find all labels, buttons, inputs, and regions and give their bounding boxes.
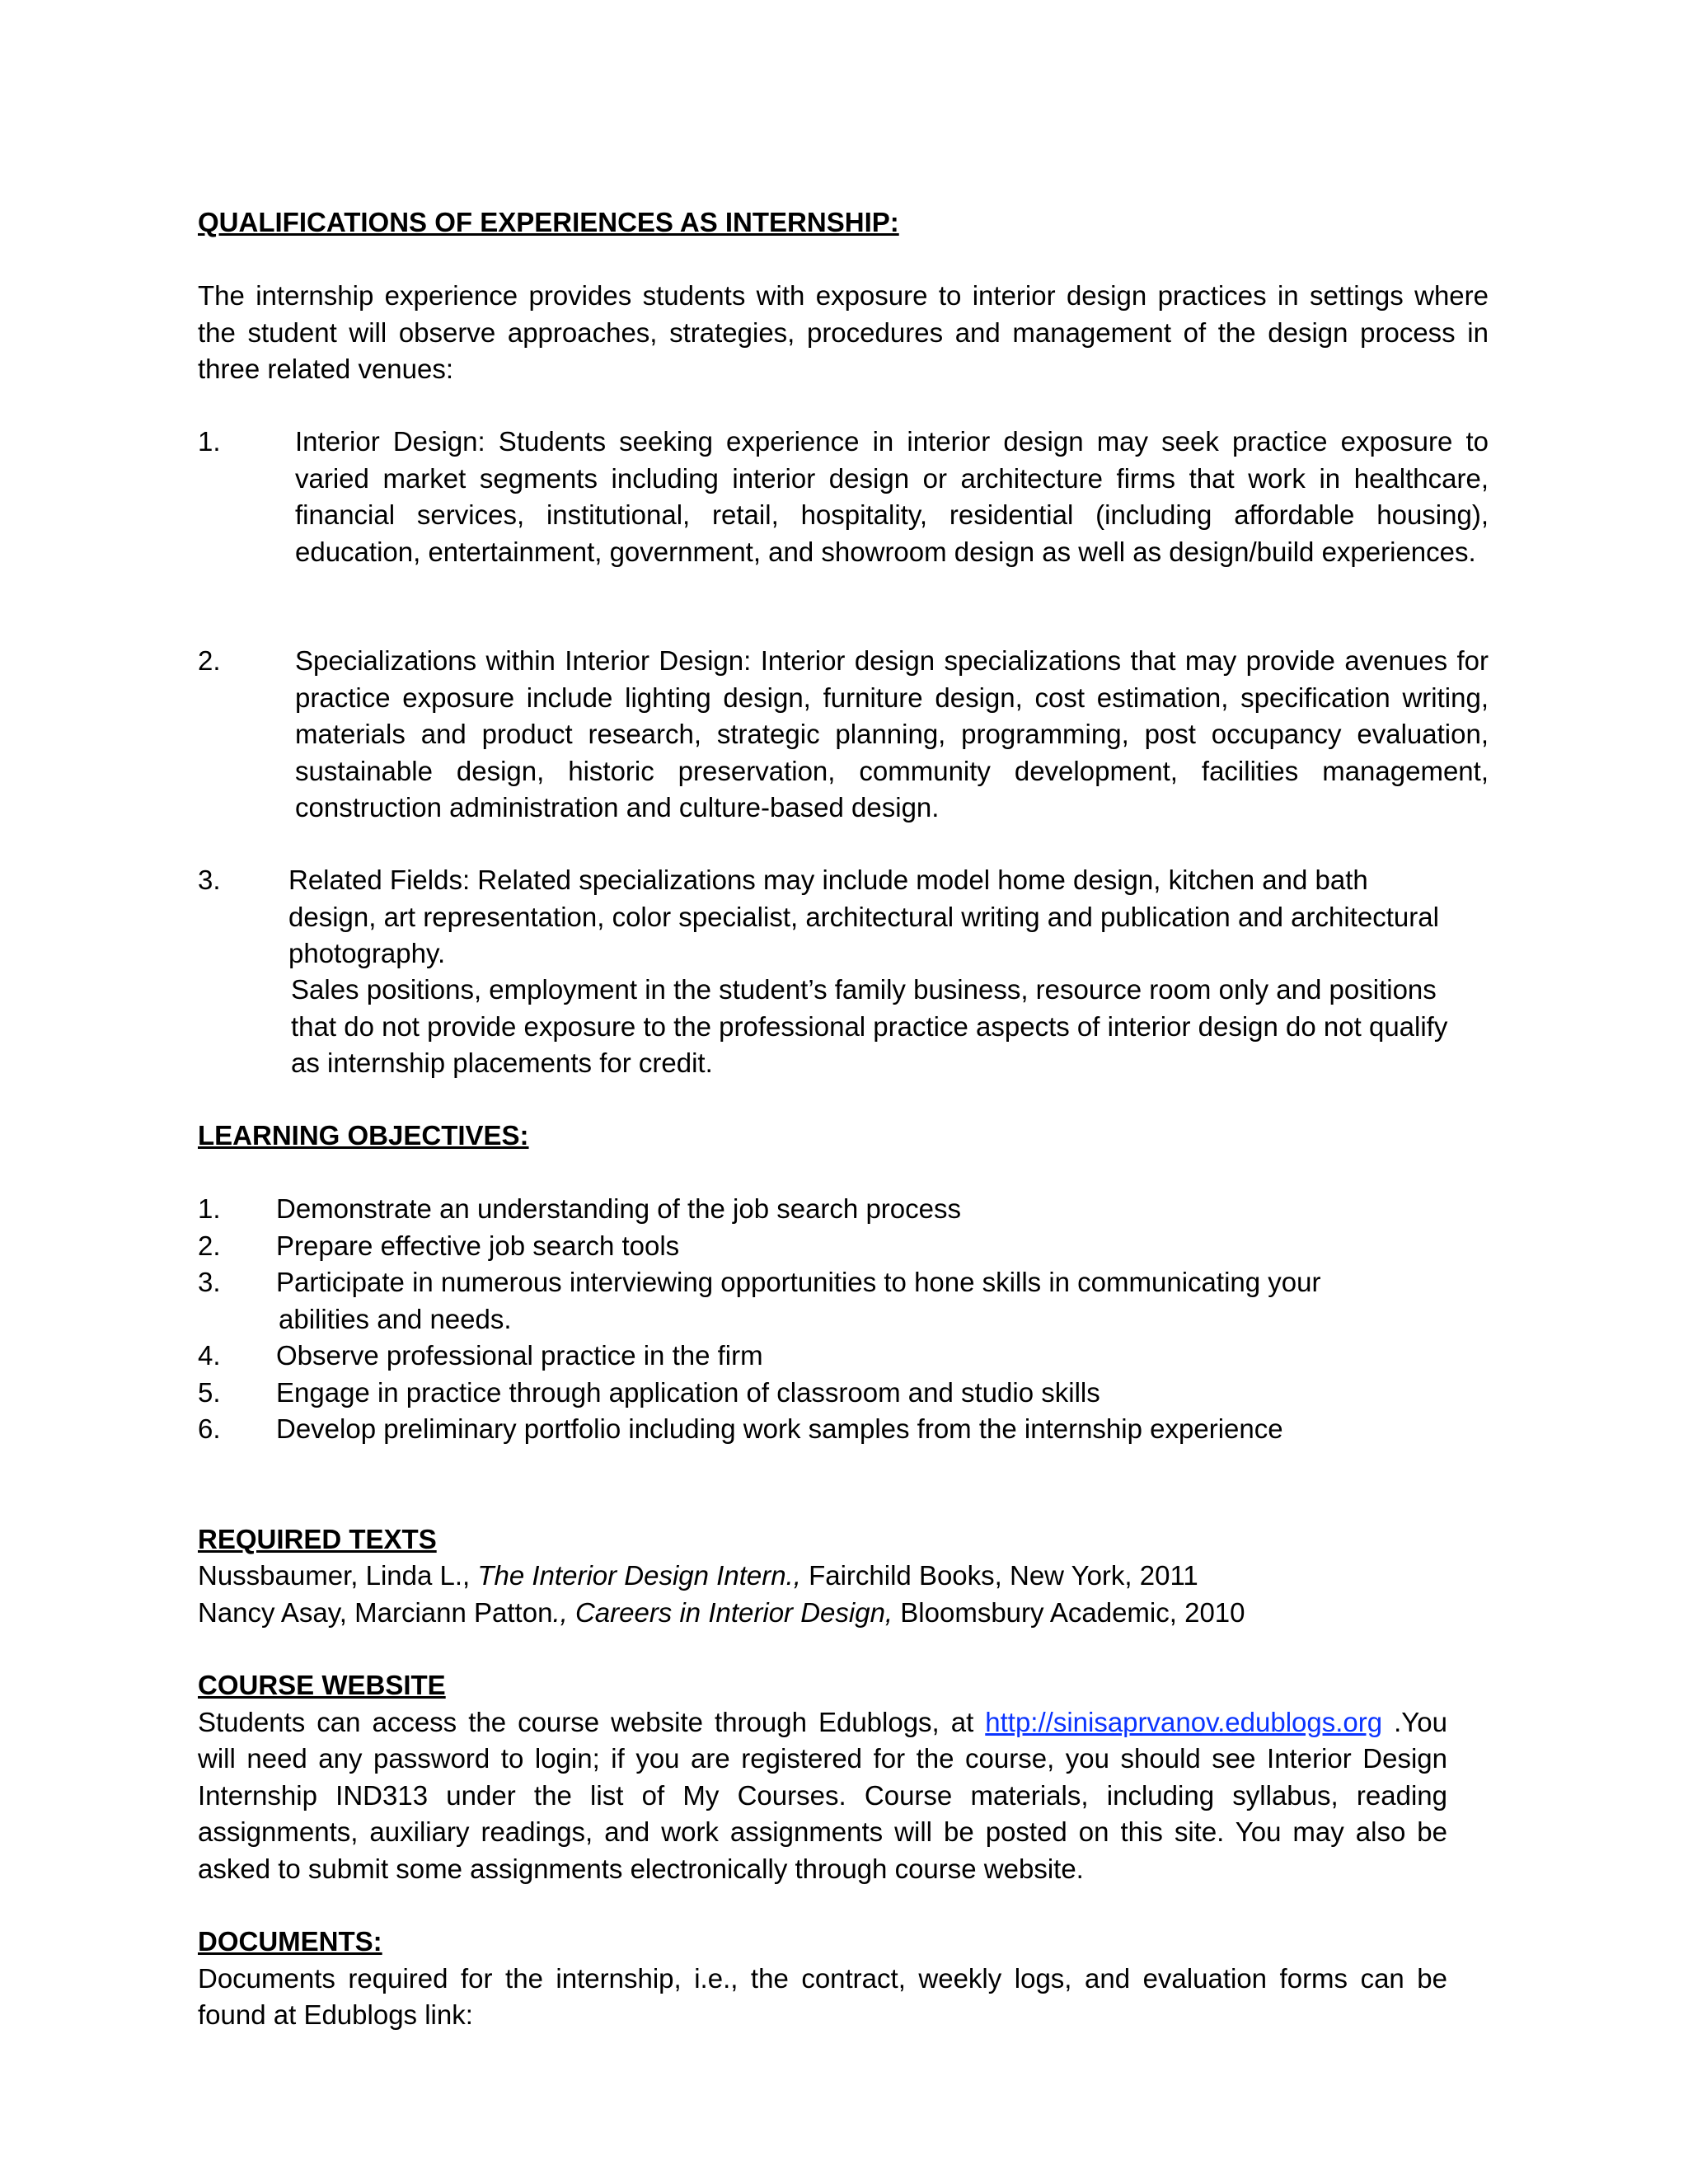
- course-website-link[interactable]: http://sinisaprvanov.edublogs.org: [985, 1706, 1383, 1737]
- objective-text: Engage in practice through application of classroom and studio skills: [276, 1376, 1100, 1408]
- item-text: Interior Design: Students seeking experience in interior design may seek practice exposure to varied market segments including interior design or architecture firms that work in healthcare, financial services, institutional, retail, hospitality, residential (including affordable housing), education, entertainment, government, and showroom design as well as design/build experiences.: [295, 426, 1489, 567]
- learning-objectives-list: [198, 1191, 1489, 1455]
- book-title: The Interior Design Intern.,: [477, 1560, 801, 1591]
- book-author: Nancy Asay, Marciann Patton: [198, 1596, 553, 1628]
- course-website-heading: COURSE WEBSITE: [198, 1670, 446, 1700]
- item-text: Specializations within Interior Design: Interior design specializations that may provide avenues for practice exposure include lighting design, furniture design, cost estimation, specification writing, materials and product research, strategic planning, programming, post occupancy evaluation, sustainable design, historic preservation, community development, facilities management, construction administration and culture-based design.: [295, 645, 1489, 823]
- document-page: [198, 0, 1489, 2184]
- objective-number: 2.: [198, 1230, 221, 1261]
- item-number: 2.: [198, 645, 221, 676]
- required-text-1: [198, 1558, 1198, 1595]
- qualifications-heading: QUALIFICATIONS OF EXPERIENCES AS INTERNSHIP:: [198, 207, 899, 237]
- book-title: ., Careers in Interior Design,: [552, 1596, 893, 1628]
- objective-text-continued: abilities and needs.: [279, 1303, 512, 1334]
- objective-text: Develop preliminary portfolio including work samples from the internship experience: [276, 1413, 1283, 1444]
- item-text: Related Fields: Related specializations may include model home design, kitchen and bath design, art representation, color specialist, architectural writing and publication and architectural photography.: [288, 865, 1439, 968]
- objective-text: Observe professional practice in the firm: [276, 1340, 763, 1371]
- documents-paragraph: Documents required for the internship, i.e., the contract, weekly logs, and evaluation forms can be found at Edublogs link:: [198, 1962, 1447, 2030]
- objective-text: Demonstrate an understanding of the job search process: [276, 1193, 961, 1224]
- course-website-paragraph: [198, 1704, 1447, 1888]
- objective-text: Prepare effective job search tools: [276, 1230, 680, 1261]
- website-text-before: Students can access the course website through Edublogs, at: [198, 1706, 986, 1737]
- website-text-after: .You will need any password to login; if you are registered for the course, you should see Interior Design Internship IND313 under the list of My Courses. Course materials, including syllabus, reading assignments, auxiliary readings, and work assignments will be posted on this site. You may also be asked to submit some assignments electronically through course website.: [198, 1706, 1447, 1884]
- item-number: 1.: [198, 426, 221, 457]
- documents-heading: DOCUMENTS:: [198, 1926, 382, 1957]
- learning-objectives-heading: LEARNING OBJECTIVES:: [198, 1120, 529, 1151]
- objective-number: 1.: [198, 1193, 221, 1224]
- objective-text: Participate in numerous interviewing opportunities to hone skills in communicating your: [276, 1267, 1321, 1297]
- book-author: Nussbaumer, Linda L.,: [198, 1560, 478, 1591]
- item-note: Sales positions, employment in the student’s family business, resource room only and positions that do not provide exposure to the professional practice aspects of interior design do not qualify as internship placements for credit.: [291, 974, 1448, 1078]
- required-texts-heading: REQUIRED TEXTS: [198, 1524, 437, 1554]
- objective-number: 4.: [198, 1340, 221, 1371]
- objective-number: 3.: [198, 1267, 221, 1297]
- book-publisher: Bloomsbury Academic, 2010: [893, 1596, 1245, 1628]
- item-number: 3.: [198, 865, 221, 895]
- objective-number: 5.: [198, 1376, 221, 1408]
- book-publisher: Fairchild Books, New York, 2011: [800, 1560, 1198, 1591]
- qualifications-intro: The internship experience provides students with exposure to interior design practices in settings where the student will observe approaches, strategies, procedures and management of the design process in three related venues:: [198, 280, 1489, 384]
- objective-number: 6.: [198, 1413, 221, 1444]
- required-text-2: [198, 1595, 1245, 1632]
